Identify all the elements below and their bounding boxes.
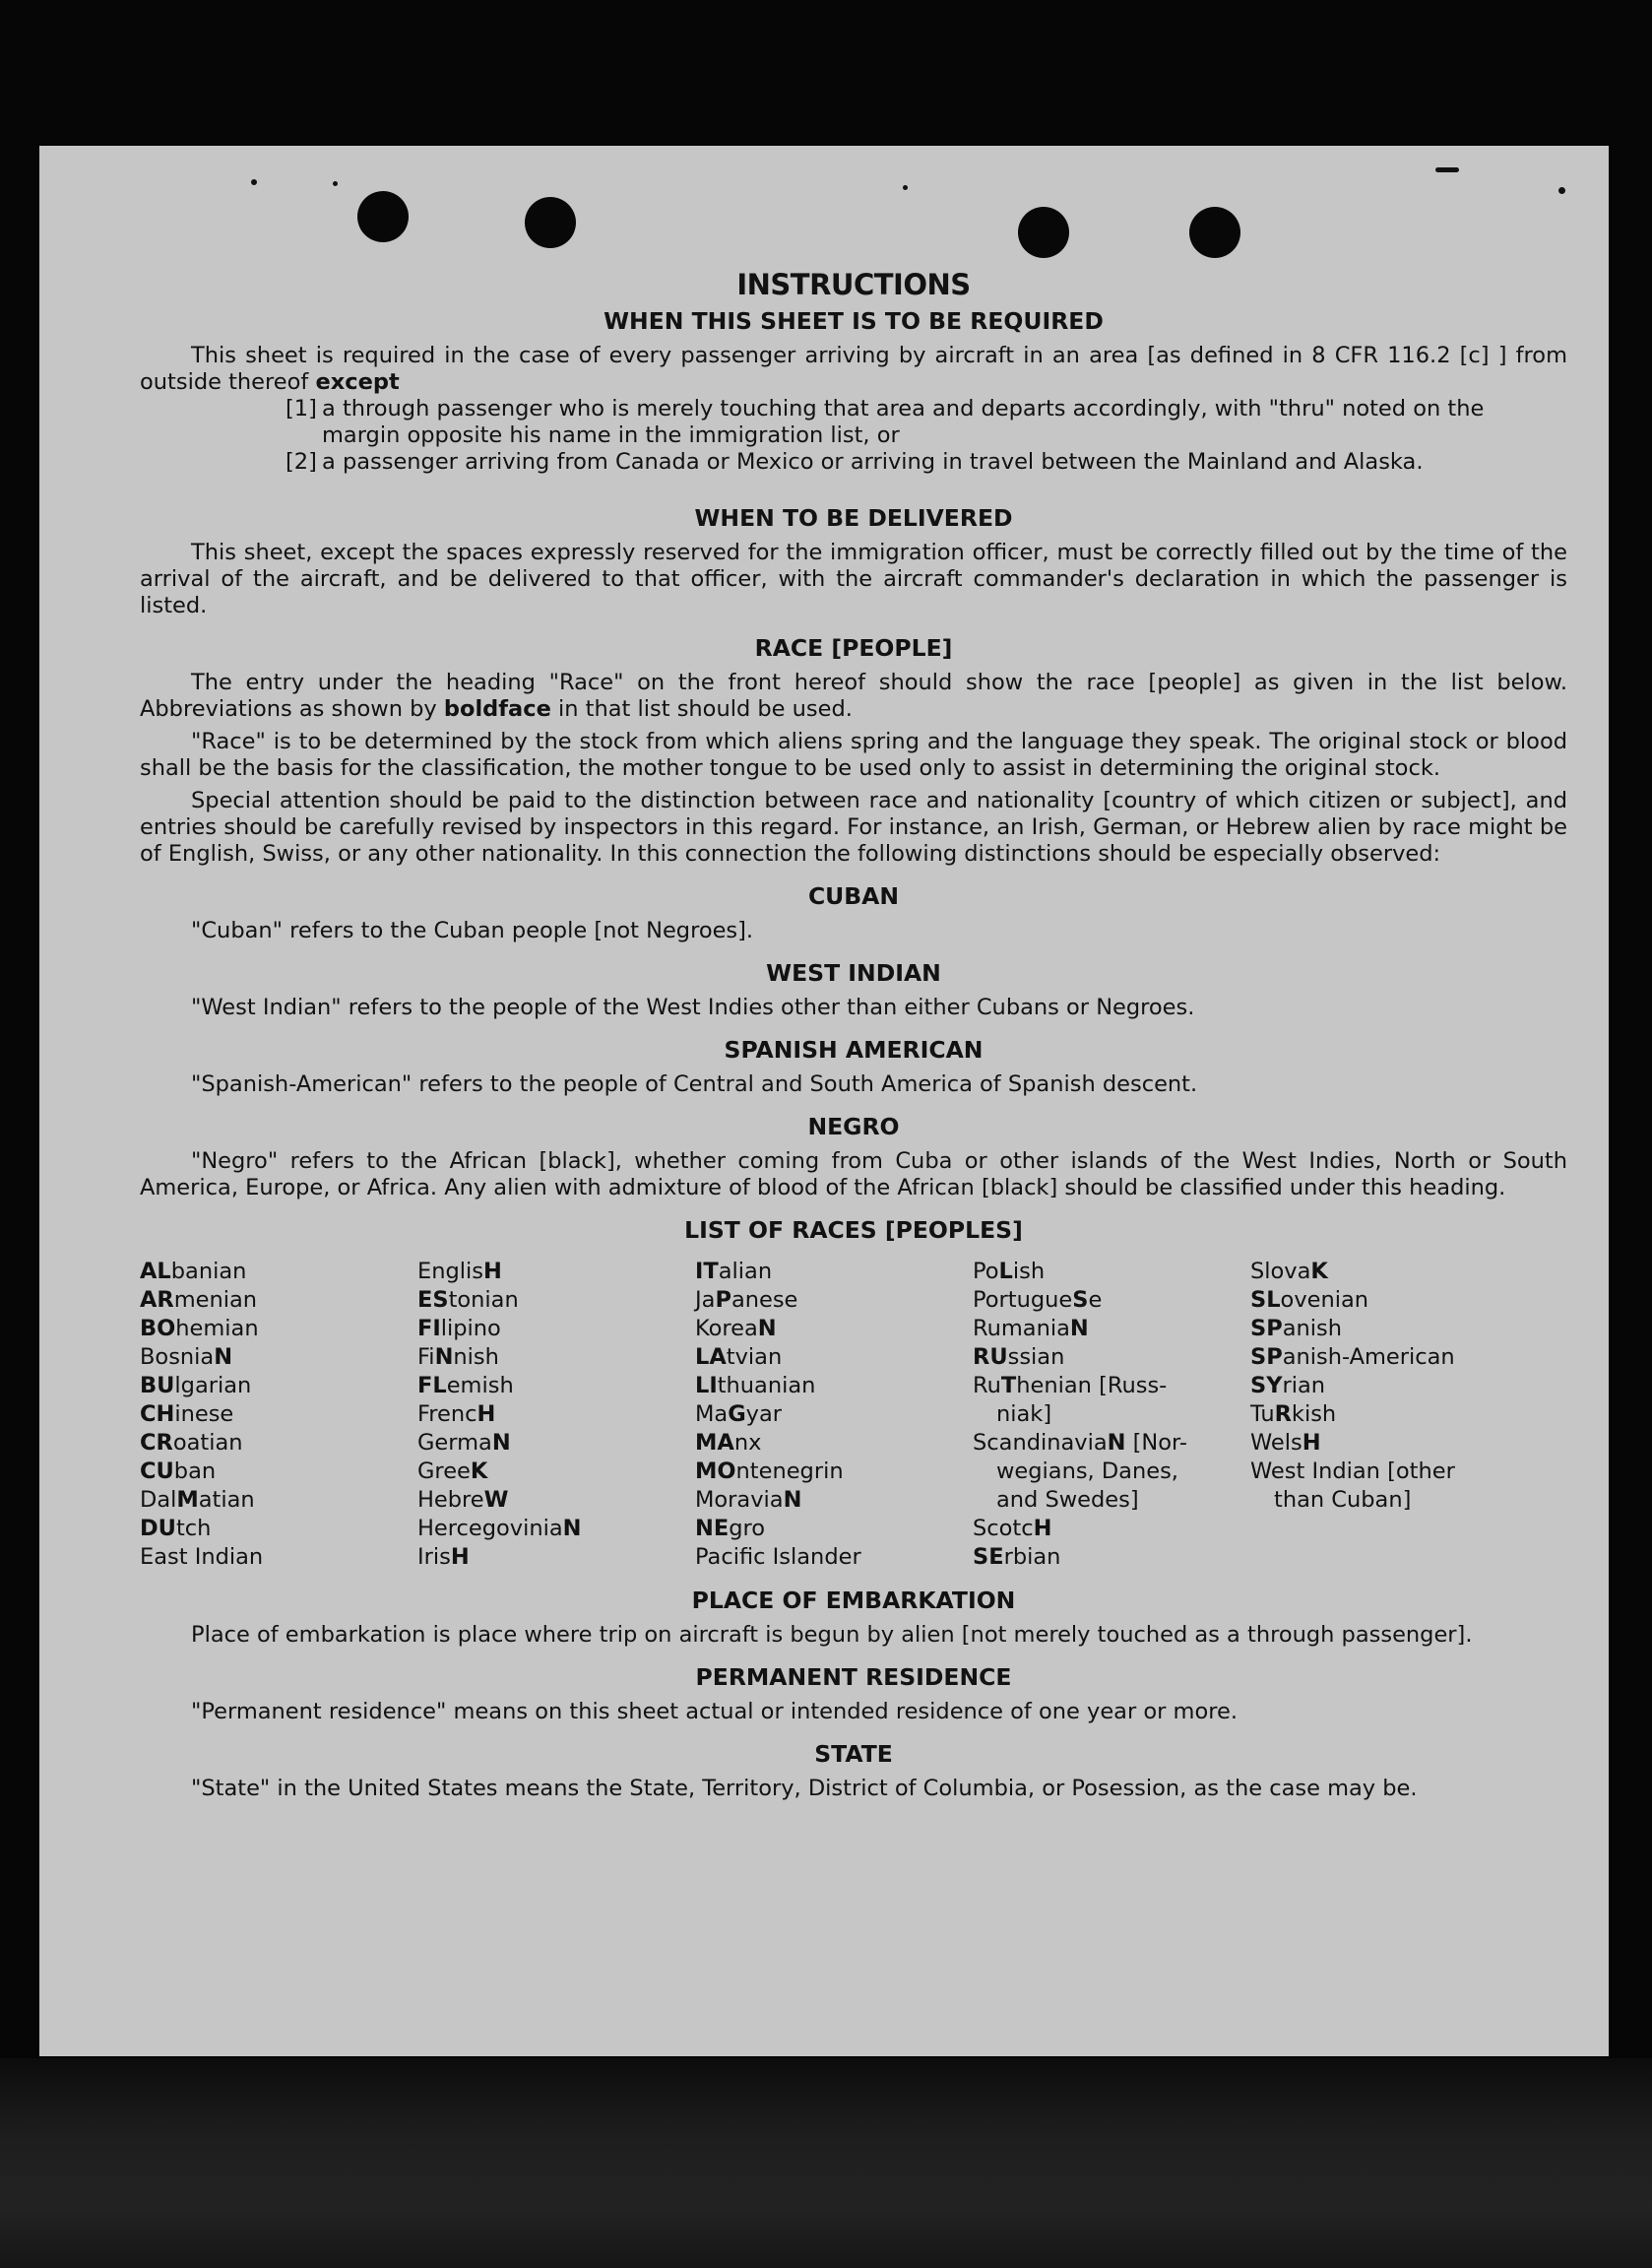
race-text: menian <box>173 1287 258 1313</box>
race-abbrev: N <box>783 1487 802 1513</box>
race-abbrev: S <box>1072 1287 1089 1313</box>
race-entry <box>417 1515 695 1543</box>
paragraph <box>140 343 1567 396</box>
race-entry <box>417 1315 695 1343</box>
race-entry <box>973 1315 1250 1343</box>
race-entry <box>695 1515 973 1543</box>
race-entry <box>695 1400 973 1429</box>
paragraph: "Spanish-American" refers to the people of Central and South America of Spanish descent. <box>191 1071 1198 1097</box>
race-abbrev: AL <box>140 1259 171 1284</box>
race-text: Scandinavia <box>973 1430 1108 1456</box>
race-abbrev: K <box>1310 1259 1328 1284</box>
heading-list-of-races: LIST OF RACES [PEOPLES] <box>684 1216 1023 1244</box>
races-column <box>1250 1258 1528 1572</box>
race-entry <box>140 1343 417 1372</box>
race-text: Pacific Islander <box>695 1544 861 1570</box>
races-list <box>140 1258 1567 1572</box>
item-text: a passenger arriving from Canada or Mexico or arriving in travel between the Mainland and Alaska. <box>322 449 1424 475</box>
race-text: and Swedes] <box>996 1487 1139 1513</box>
race-text: anish <box>1282 1316 1342 1341</box>
document-page <box>39 146 1609 2056</box>
race-entry <box>973 1458 1250 1486</box>
race-abbrev: AR <box>140 1287 174 1313</box>
paragraph: Place of embarkation is place where trip on aircraft is begun by alien [not merely touched as a through passenger]. <box>191 1622 1473 1648</box>
race-entry <box>1250 1315 1528 1343</box>
race-text: henian [Russ- <box>1016 1373 1168 1398</box>
heading-cuban: CUBAN <box>807 882 900 910</box>
race-text: Slova <box>1250 1259 1311 1284</box>
race-abbrev: ES <box>417 1287 449 1313</box>
race-abbrev: H <box>482 1259 502 1284</box>
heading-when-delivered: WHEN TO BE DELIVERED <box>694 504 1013 532</box>
race-entry <box>695 1429 973 1458</box>
race-text: Ma <box>695 1401 729 1427</box>
race-text: wegians, Danes, <box>996 1458 1178 1484</box>
race-abbrev: M <box>176 1487 199 1513</box>
race-entry <box>973 1429 1250 1458</box>
race-entry <box>1250 1258 1528 1286</box>
race-entry <box>973 1515 1250 1543</box>
race-text: oatian <box>172 1430 243 1456</box>
scan-background <box>0 2058 1652 2268</box>
race-entry <box>1250 1343 1528 1372</box>
race-text: anish-American <box>1282 1344 1455 1370</box>
race-entry <box>140 1429 417 1458</box>
race-text: [Nor- <box>1125 1430 1187 1456</box>
speck <box>1558 187 1565 194</box>
race-text: nx <box>733 1430 762 1456</box>
race-text: ntenegrin <box>735 1458 844 1484</box>
instructions-body <box>140 268 1567 1802</box>
race-abbrev: T <box>1000 1373 1017 1398</box>
race-entry <box>1250 1458 1528 1486</box>
race-abbrev: L <box>998 1259 1013 1284</box>
race-text: banian <box>170 1259 247 1284</box>
paragraph: "Negro" refers to the African [black], whether coming from Cuba or other islands of the West Indies, North or South America, Europe, or Africa. Any alien with admixture of blood of the African [black] should be classified under this heading. <box>140 1148 1567 1200</box>
race-entry <box>140 1458 417 1486</box>
race-abbrev: SE <box>973 1544 1004 1570</box>
race-entry <box>1250 1372 1528 1400</box>
race-abbrev: H <box>1033 1516 1052 1541</box>
list-item <box>140 449 1567 476</box>
race-entry <box>973 1286 1250 1315</box>
text: in that list should be used. <box>557 696 853 722</box>
race-abbrev: FL <box>417 1373 447 1398</box>
race-text: Englis <box>417 1259 483 1284</box>
punch-hole <box>357 191 409 242</box>
race-abbrev: G <box>728 1401 746 1427</box>
race-text: Hebre <box>417 1487 484 1513</box>
race-entry <box>140 1372 417 1400</box>
race-entry <box>417 1372 695 1400</box>
paragraph: "Permanent residence" means on this sheet actual or intended residence of one year or more. <box>191 1699 1238 1724</box>
heading-place-of-embarkation: PLACE OF EMBARKATION <box>691 1587 1016 1614</box>
paragraph: "State" in the United States means the State, Territory, District of Columbia, or Posession, as the case may be. <box>191 1776 1418 1801</box>
race-abbrev: H <box>1302 1430 1321 1456</box>
race-entry <box>695 1458 973 1486</box>
heading-race: RACE [PEOPLE] <box>754 634 953 662</box>
punch-hole <box>1018 207 1069 258</box>
race-text: e <box>1088 1287 1103 1313</box>
race-abbrev: N <box>562 1516 582 1541</box>
race-abbrev: DU <box>140 1516 176 1541</box>
race-text: anese <box>731 1287 798 1313</box>
race-text: Germa <box>417 1430 492 1456</box>
item-number: [2] <box>286 449 317 475</box>
heading-permanent-residence: PERMANENT RESIDENCE <box>695 1663 1012 1691</box>
race-abbrev: LI <box>695 1373 718 1398</box>
race-text: Gree <box>417 1458 471 1484</box>
race-abbrev: N <box>491 1430 511 1456</box>
text: This sheet is required in the case of every passenger arriving by aircraft in an area [as defined in 8 CFR 116.2 [c] ] from outside thereof <box>140 343 1567 395</box>
punch-hole <box>525 197 576 248</box>
race-entry <box>973 1258 1250 1286</box>
race-entry <box>417 1400 695 1429</box>
race-entry <box>140 1258 417 1286</box>
race-text: Iris <box>417 1544 451 1570</box>
race-abbrev: H <box>450 1544 470 1570</box>
race-abbrev: SL <box>1250 1287 1281 1313</box>
race-entry <box>695 1486 973 1515</box>
heading-state: STATE <box>814 1740 893 1768</box>
race-entry <box>1250 1486 1528 1515</box>
text: The entry under the heading "Race" on the front hereof should show the race [people] as given in the list below. Abbreviations as shown by <box>140 670 1567 722</box>
race-text: emish <box>446 1373 514 1398</box>
race-text: Frenc <box>417 1401 477 1427</box>
race-text: Wels <box>1250 1430 1303 1456</box>
race-entry <box>417 1543 695 1572</box>
race-abbrev: N <box>757 1316 777 1341</box>
heading-spanish-american: SPANISH AMERICAN <box>724 1036 984 1064</box>
race-abbrev: SP <box>1250 1316 1283 1341</box>
race-entry <box>417 1343 695 1372</box>
race-text: tvian <box>726 1344 783 1370</box>
race-abbrev: N <box>1107 1430 1126 1456</box>
race-entry <box>417 1429 695 1458</box>
speck <box>1435 167 1459 172</box>
speck <box>903 185 908 190</box>
race-entry <box>140 1543 417 1572</box>
race-entry <box>140 1486 417 1515</box>
race-abbrev: FI <box>417 1316 441 1341</box>
race-entry <box>140 1286 417 1315</box>
race-entry <box>417 1286 695 1315</box>
race-abbrev: BO <box>140 1316 176 1341</box>
heading-west-indian: WEST INDIAN <box>766 959 941 987</box>
item-number: [1] <box>286 396 317 421</box>
race-text: ssian <box>1007 1344 1065 1370</box>
page-title: INSTRUCTIONS <box>736 268 971 301</box>
race-abbrev: W <box>483 1487 509 1513</box>
race-text: Scotc <box>973 1516 1034 1541</box>
race-abbrev: MO <box>695 1458 736 1484</box>
race-text: tonian <box>448 1287 519 1313</box>
race-text: inese <box>174 1401 234 1427</box>
race-entry <box>1250 1286 1528 1315</box>
paragraph <box>140 670 1567 723</box>
race-text: rian <box>1282 1373 1326 1398</box>
race-text: Hercegovinia <box>417 1516 563 1541</box>
races-column <box>695 1258 973 1572</box>
race-abbrev: CR <box>140 1430 173 1456</box>
race-text: kish <box>1291 1401 1337 1427</box>
race-entry <box>140 1315 417 1343</box>
race-text: Korea <box>695 1316 758 1341</box>
paragraph: This sheet, except the spaces expressly reserved for the immigration officer, must be correctly filled out by the time of the arrival of the aircraft, and be delivered to that officer, with the aircraft commander's declaration in which the passenger is listed. <box>140 540 1567 618</box>
race-abbrev: SY <box>1250 1373 1283 1398</box>
heading-when-required: WHEN THIS SHEET IS TO BE REQUIRED <box>604 307 1104 335</box>
race-text: Po <box>973 1259 999 1284</box>
race-entry <box>973 1486 1250 1515</box>
race-entry <box>695 1258 973 1286</box>
paragraph: "Cuban" refers to the Cuban people [not Negroes]. <box>191 918 754 943</box>
race-entry <box>695 1286 973 1315</box>
race-text: Dal <box>140 1487 177 1513</box>
paragraph: "Race" is to be determined by the stock from which aliens spring and the language they speak. The original stock or blood shall be the basis for the classification, the mother tongue to be used only to assist in determining the original stock. <box>140 729 1567 781</box>
race-text: tch <box>175 1516 212 1541</box>
race-entry <box>973 1343 1250 1372</box>
race-text: nish <box>453 1344 499 1370</box>
race-abbrev: NE <box>695 1516 730 1541</box>
race-text: gro <box>729 1516 766 1541</box>
race-entry <box>140 1515 417 1543</box>
race-abbrev: CU <box>140 1458 174 1484</box>
list-item <box>140 396 1567 449</box>
race-entry <box>695 1343 973 1372</box>
race-text: Tu <box>1250 1401 1275 1427</box>
race-abbrev: N <box>434 1344 454 1370</box>
race-abbrev: P <box>715 1287 731 1313</box>
races-column <box>417 1258 695 1572</box>
race-abbrev: R <box>1274 1401 1292 1427</box>
race-abbrev: N <box>214 1344 233 1370</box>
race-entry <box>417 1258 695 1286</box>
race-text: Moravia <box>695 1487 784 1513</box>
race-abbrev: MA <box>695 1430 734 1456</box>
race-text: ban <box>173 1458 217 1484</box>
race-text: hemian <box>175 1316 259 1341</box>
race-abbrev: BU <box>140 1373 175 1398</box>
race-text: than Cuban] <box>1274 1487 1412 1513</box>
race-entry <box>417 1486 695 1515</box>
item-text: a through passenger who is merely touching that area and departs accordingly, with "thru" noted on the margin opposite his name in the immigration list, or <box>322 396 1485 448</box>
race-text: Ja <box>695 1287 716 1313</box>
speck <box>333 181 338 186</box>
race-text: ish <box>1012 1259 1046 1284</box>
race-entry <box>1250 1400 1528 1429</box>
race-text: West Indian [other <box>1250 1458 1455 1484</box>
text-bold: boldface <box>443 696 551 722</box>
race-entry <box>140 1400 417 1429</box>
race-text: rbian <box>1003 1544 1061 1570</box>
races-column <box>973 1258 1250 1572</box>
race-abbrev: N <box>1069 1316 1089 1341</box>
race-text: atian <box>198 1487 255 1513</box>
heading-negro: NEGRO <box>807 1113 900 1140</box>
speck <box>251 179 257 185</box>
race-abbrev: K <box>470 1458 488 1484</box>
race-text: Ru <box>973 1373 1001 1398</box>
race-text: Fi <box>417 1344 435 1370</box>
punch-hole <box>1189 207 1240 258</box>
races-column <box>140 1258 417 1572</box>
paragraph: "West Indian" refers to the people of the West Indies other than either Cubans or Negroes. <box>191 995 1195 1020</box>
race-entry <box>417 1458 695 1486</box>
race-text: lgarian <box>174 1373 252 1398</box>
race-text: East Indian <box>140 1544 264 1570</box>
race-entry <box>695 1543 973 1572</box>
race-text: lipino <box>440 1316 501 1341</box>
race-text: Bosnia <box>140 1344 215 1370</box>
text-bold: except <box>315 369 400 395</box>
paragraph: Special attention should be paid to the distinction between race and nationality [country of which citizen or subject], and entries should be carefully revised by inspectors in this regard. For instance, an Irish, German, or Hebrew alien by race might be of English, Swiss, or any other nationality. In this connection the following distinctions should be especially observed: <box>140 788 1567 867</box>
race-abbrev: CH <box>140 1401 175 1427</box>
race-abbrev: H <box>477 1401 496 1427</box>
race-entry <box>695 1372 973 1400</box>
race-entry <box>973 1543 1250 1572</box>
race-entry <box>1250 1429 1528 1458</box>
race-abbrev: LA <box>695 1344 727 1370</box>
race-text: Rumania <box>973 1316 1070 1341</box>
race-entry <box>973 1372 1250 1400</box>
race-text: Portugue <box>973 1287 1073 1313</box>
race-text: alian <box>718 1259 773 1284</box>
race-text: thuanian <box>717 1373 816 1398</box>
race-abbrev: SP <box>1250 1344 1283 1370</box>
race-entry <box>973 1400 1250 1429</box>
race-abbrev: IT <box>695 1259 719 1284</box>
race-text: yar <box>745 1401 783 1427</box>
race-entry <box>695 1315 973 1343</box>
race-abbrev: RU <box>973 1344 1008 1370</box>
race-text: niak] <box>996 1401 1052 1427</box>
race-text: ovenian <box>1280 1287 1369 1313</box>
